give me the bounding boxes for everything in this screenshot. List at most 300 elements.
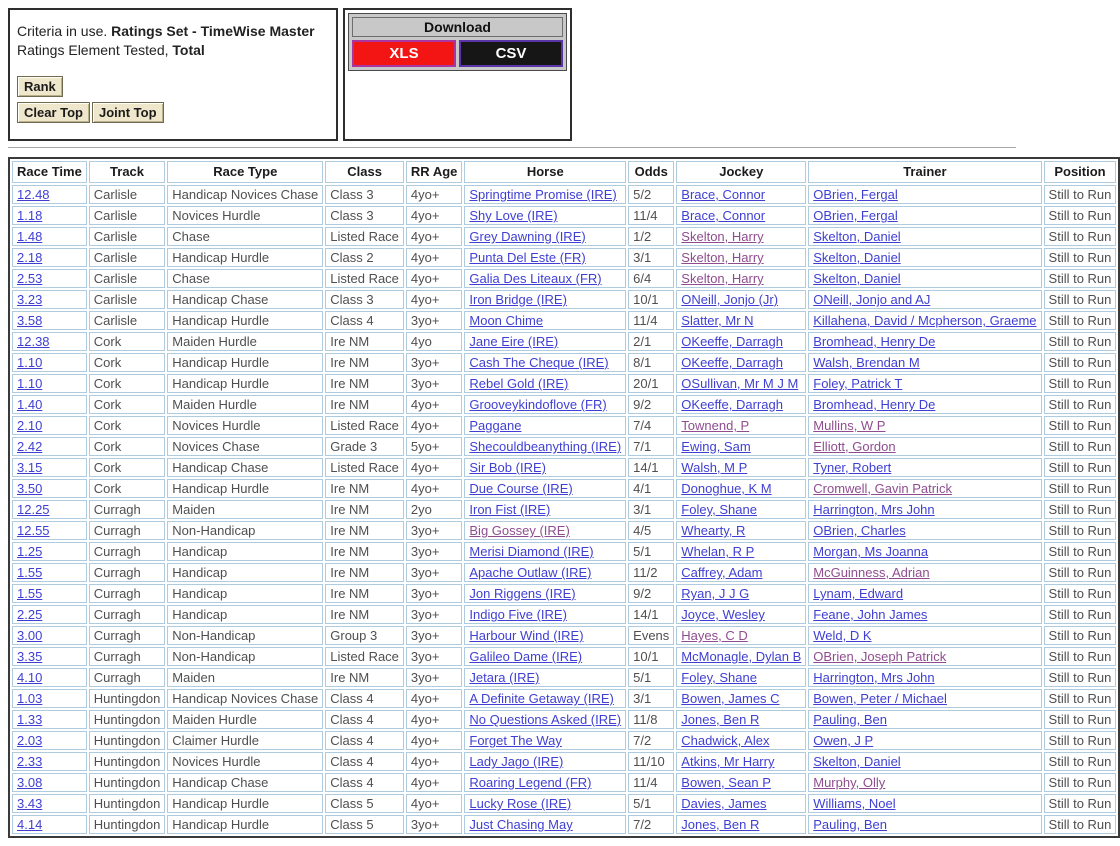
track-cell: Carlisle xyxy=(89,206,166,225)
horse-link[interactable]: Jon Riggens (IRE) xyxy=(469,586,576,601)
horse-link[interactable]: A Definite Getaway (IRE) xyxy=(469,691,614,706)
race-time-link[interactable]: 1.33 xyxy=(17,712,43,727)
download-csv-button[interactable]: CSV xyxy=(459,40,563,67)
trainer-link[interactable]: Feane, John James xyxy=(813,607,928,622)
trainer-link[interactable]: Morgan, Ms Joanna xyxy=(813,544,929,559)
position-cell: Still to Run xyxy=(1044,752,1117,771)
table-row xyxy=(12,353,1116,372)
horse-link[interactable]: Grooveykindoflove (FR) xyxy=(469,397,607,412)
class-cell: Ire NM xyxy=(325,563,404,582)
horse-link[interactable]: Big Gossey (IRE) xyxy=(469,523,570,538)
jockey-link[interactable]: Davies, James xyxy=(681,796,767,811)
trainer-link[interactable]: Killahena, David / Mcpherson, Graeme xyxy=(813,313,1037,328)
position-cell: Still to Run xyxy=(1044,206,1117,225)
trainer-cell xyxy=(808,647,1041,666)
trainer-link[interactable]: Skelton, Daniel xyxy=(813,271,901,286)
track-cell: Huntingdon xyxy=(89,752,166,771)
horse-link[interactable]: Galileo Dame (IRE) xyxy=(469,649,583,664)
rr-age-cell: 2yo xyxy=(406,500,462,519)
race-time-link[interactable]: 3.58 xyxy=(17,313,43,328)
jockey-link[interactable]: Foley, Shane xyxy=(681,502,757,517)
class-cell: Class 4 xyxy=(325,689,404,708)
race-time-cell xyxy=(12,773,87,792)
trainer-cell xyxy=(808,248,1041,267)
class-cell: Listed Race xyxy=(325,416,404,435)
trainer-cell xyxy=(808,290,1041,309)
trainer-link[interactable]: Bromhead, Henry De xyxy=(813,334,936,349)
race-time-link[interactable]: 1.55 xyxy=(17,586,43,601)
race-time-link[interactable]: 3.23 xyxy=(17,292,43,307)
jockey-link[interactable]: OKeeffe, Darragh xyxy=(681,397,783,412)
odds-cell: 5/1 xyxy=(628,542,674,561)
jockey-cell xyxy=(676,647,806,666)
horse-cell xyxy=(464,626,626,645)
race-time-link[interactable]: 1.40 xyxy=(17,397,43,412)
rr-age-cell: 4yo+ xyxy=(406,416,462,435)
trainer-link[interactable]: OBrien, Joseph Patrick xyxy=(813,649,947,664)
race-time-cell xyxy=(12,395,87,414)
race-time-link[interactable]: 4.10 xyxy=(17,670,43,685)
horse-link[interactable]: Grey Dawning (IRE) xyxy=(469,229,586,244)
position-cell: Still to Run xyxy=(1044,458,1117,477)
jockey-cell xyxy=(676,332,806,351)
horse-cell xyxy=(464,710,626,729)
race-time-link[interactable]: 2.18 xyxy=(17,250,43,265)
trainer-cell xyxy=(808,500,1041,519)
race-time-link[interactable]: 12.55 xyxy=(17,523,50,538)
horse-cell xyxy=(464,395,626,414)
trainer-link[interactable]: Bowen, Peter / Michael xyxy=(813,691,947,706)
class-cell: Group 3 xyxy=(325,626,404,645)
column-header-race-time: Race Time xyxy=(12,161,87,183)
horse-cell xyxy=(464,311,626,330)
horse-cell xyxy=(464,269,626,288)
track-cell: Curragh xyxy=(89,626,166,645)
rr-age-cell: 4yo xyxy=(406,332,462,351)
horse-link[interactable]: Lady Jago (IRE) xyxy=(469,754,564,769)
race-time-link[interactable]: 12.48 xyxy=(17,187,50,202)
race-type-cell: Novices Hurdle xyxy=(167,206,323,225)
horse-link[interactable]: Merisi Diamond (IRE) xyxy=(469,544,594,559)
horse-link[interactable]: Galia Des Liteaux (FR) xyxy=(469,271,602,286)
position-cell: Still to Run xyxy=(1044,290,1117,309)
horse-cell xyxy=(464,353,626,372)
jockey-link[interactable]: Hayes, C D xyxy=(681,628,748,643)
trainer-link[interactable]: OBrien, Charles xyxy=(813,523,906,538)
odds-cell: 1/2 xyxy=(628,227,674,246)
trainer-cell xyxy=(808,416,1041,435)
position-cell: Still to Run xyxy=(1044,794,1117,813)
horse-link[interactable]: Cash The Cheque (IRE) xyxy=(469,355,609,370)
jockey-cell xyxy=(676,605,806,624)
jockey-link[interactable]: Skelton, Harry xyxy=(681,250,764,265)
class-cell: Listed Race xyxy=(325,227,404,246)
table-row xyxy=(12,374,1116,393)
odds-cell: 10/1 xyxy=(628,290,674,309)
race-type-cell: Chase xyxy=(167,269,323,288)
trainer-link[interactable]: Foley, Patrick T xyxy=(813,376,903,391)
race-time-link[interactable]: 1.03 xyxy=(17,691,43,706)
position-cell: Still to Run xyxy=(1044,563,1117,582)
odds-cell: 5/1 xyxy=(628,794,674,813)
race-type-cell: Handicap xyxy=(167,605,323,624)
race-time-cell xyxy=(12,794,87,813)
jockey-link[interactable]: Jones, Ben R xyxy=(681,817,760,832)
rr-age-cell: 3yo+ xyxy=(406,374,462,393)
race-type-cell: Handicap Novices Chase xyxy=(167,689,323,708)
odds-cell: 3/1 xyxy=(628,248,674,267)
odds-cell: 4/1 xyxy=(628,479,674,498)
column-header-trainer: Trainer xyxy=(808,161,1041,183)
trainer-link[interactable]: Owen, J P xyxy=(813,733,874,748)
rr-age-cell: 4yo+ xyxy=(406,794,462,813)
separator xyxy=(8,147,1016,148)
rr-age-cell: 3yo+ xyxy=(406,353,462,372)
rr-age-cell: 5yo+ xyxy=(406,437,462,456)
horse-link[interactable]: Sir Bob (IRE) xyxy=(469,460,546,475)
trainer-cell xyxy=(808,584,1041,603)
rr-age-cell: 4yo+ xyxy=(406,458,462,477)
position-cell: Still to Run xyxy=(1044,647,1117,666)
race-time-link[interactable]: 1.25 xyxy=(17,544,43,559)
rr-age-cell: 4yo+ xyxy=(406,773,462,792)
jockey-cell xyxy=(676,731,806,750)
class-cell: Class 4 xyxy=(325,311,404,330)
trainer-link[interactable]: Harrington, Mrs John xyxy=(813,502,935,517)
jockey-cell xyxy=(676,563,806,582)
rank-button[interactable]: Rank xyxy=(17,76,63,97)
race-type-cell: Non-Handicap xyxy=(167,626,323,645)
trainer-link[interactable]: Weld, D K xyxy=(813,628,872,643)
trainer-link[interactable]: Bromhead, Henry De xyxy=(813,397,936,412)
horse-link[interactable]: Shy Love (IRE) xyxy=(469,208,558,223)
race-type-cell: Handicap xyxy=(167,563,323,582)
track-cell: Cork xyxy=(89,416,166,435)
horse-link[interactable]: Shecouldbeanything (IRE) xyxy=(469,439,622,454)
ratings-set-value: Ratings Set - TimeWise Master xyxy=(111,23,315,39)
race-time-cell xyxy=(12,458,87,477)
odds-cell: 11/4 xyxy=(628,311,674,330)
jockey-link[interactable]: Skelton, Harry xyxy=(681,229,764,244)
jockey-link[interactable]: Bowen, James C xyxy=(681,691,780,706)
trainer-link[interactable]: Pauling, Ben xyxy=(813,712,887,727)
horse-cell xyxy=(464,458,626,477)
rr-age-cell: 4yo+ xyxy=(406,227,462,246)
horse-link[interactable]: Indigo Five (IRE) xyxy=(469,607,567,622)
table-row xyxy=(12,458,1116,477)
horse-link[interactable]: Iron Fist (IRE) xyxy=(469,502,551,517)
column-header-jockey: Jockey xyxy=(676,161,806,183)
jockey-link[interactable]: OKeeffe, Darragh xyxy=(681,355,783,370)
trainer-cell xyxy=(808,437,1041,456)
race-time-link[interactable]: 2.03 xyxy=(17,733,43,748)
jockey-cell xyxy=(676,290,806,309)
rr-age-cell: 3yo+ xyxy=(406,647,462,666)
jockey-link[interactable]: OSullivan, Mr M J M xyxy=(681,376,799,391)
jockey-cell xyxy=(676,416,806,435)
joint-top-button[interactable]: Joint Top xyxy=(92,102,164,123)
jockey-link[interactable]: Joyce, Wesley xyxy=(681,607,765,622)
trainer-cell xyxy=(808,374,1041,393)
horse-link[interactable]: Forget The Way xyxy=(469,733,562,748)
position-cell: Still to Run xyxy=(1044,815,1117,834)
position-cell: Still to Run xyxy=(1044,227,1117,246)
criteria-box xyxy=(8,8,338,141)
jockey-link[interactable]: Ryan, J J G xyxy=(681,586,750,601)
horse-link[interactable]: Iron Bridge (IRE) xyxy=(469,292,567,307)
table-row xyxy=(12,311,1116,330)
horse-link[interactable]: Punta Del Este (FR) xyxy=(469,250,586,265)
jockey-link[interactable]: Brace, Connor xyxy=(681,208,766,223)
odds-cell: 4/5 xyxy=(628,521,674,540)
horse-cell xyxy=(464,479,626,498)
jockey-link[interactable]: Whearty, R xyxy=(681,523,746,538)
odds-cell: 2/1 xyxy=(628,332,674,351)
jockey-link[interactable]: Caffrey, Adam xyxy=(681,565,763,580)
race-time-link[interactable]: 2.42 xyxy=(17,439,43,454)
track-cell: Huntingdon xyxy=(89,710,166,729)
table-row xyxy=(12,752,1116,771)
race-time-cell xyxy=(12,647,87,666)
track-cell: Curragh xyxy=(89,668,166,687)
jockey-link[interactable]: Jones, Ben R xyxy=(681,712,760,727)
odds-cell: 7/1 xyxy=(628,437,674,456)
trainer-link[interactable]: Lynam, Edward xyxy=(813,586,904,601)
jockey-cell xyxy=(676,479,806,498)
position-cell: Still to Run xyxy=(1044,416,1117,435)
table-row xyxy=(12,773,1116,792)
class-cell: Class 3 xyxy=(325,185,404,204)
race-type-cell: Maiden Hurdle xyxy=(167,710,323,729)
trainer-cell xyxy=(808,206,1041,225)
rr-age-cell: 3yo+ xyxy=(406,605,462,624)
track-cell: Cork xyxy=(89,332,166,351)
download-xls-button[interactable]: XLS xyxy=(352,40,456,67)
race-type-cell: Maiden xyxy=(167,500,323,519)
table-row xyxy=(12,563,1116,582)
horse-link[interactable]: Just Chasing May xyxy=(469,817,573,832)
race-time-cell xyxy=(12,416,87,435)
table-row xyxy=(12,248,1116,267)
odds-cell: 3/1 xyxy=(628,689,674,708)
trainer-link[interactable]: ONeill, Jonjo and AJ xyxy=(813,292,931,307)
trainer-link[interactable]: OBrien, Fergal xyxy=(813,187,898,202)
horse-link[interactable]: Roaring Legend (FR) xyxy=(469,775,592,790)
horse-link[interactable]: Rebel Gold (IRE) xyxy=(469,376,569,391)
rr-age-cell: 4yo+ xyxy=(406,689,462,708)
position-cell: Still to Run xyxy=(1044,248,1117,267)
jockey-link[interactable]: Walsh, M P xyxy=(681,460,748,475)
table-row xyxy=(12,626,1116,645)
horse-link[interactable]: Paggane xyxy=(469,418,522,433)
trainer-link[interactable]: Tyner, Robert xyxy=(813,460,892,475)
jockey-link[interactable]: Skelton, Harry xyxy=(681,271,764,286)
race-type-cell: Handicap Hurdle xyxy=(167,815,323,834)
trainer-cell xyxy=(808,815,1041,834)
jockey-link[interactable]: Brace, Connor xyxy=(681,187,766,202)
position-cell: Still to Run xyxy=(1044,584,1117,603)
odds-cell: 8/1 xyxy=(628,353,674,372)
race-time-link[interactable]: 2.33 xyxy=(17,754,43,769)
download-title: Download xyxy=(352,17,563,37)
trainer-link[interactable]: Walsh, Brendan M xyxy=(813,355,920,370)
track-cell: Curragh xyxy=(89,584,166,603)
trainer-link[interactable]: Williams, Noel xyxy=(813,796,896,811)
odds-cell: 7/4 xyxy=(628,416,674,435)
jockey-link[interactable]: Slatter, Mr N xyxy=(681,313,754,328)
trainer-link[interactable]: McGuinness, Adrian xyxy=(813,565,930,580)
jockey-link[interactable]: ONeill, Jonjo (Jr) xyxy=(681,292,779,307)
trainer-cell xyxy=(808,689,1041,708)
race-time-cell xyxy=(12,290,87,309)
column-header-rr-age: RR Age xyxy=(406,161,462,183)
track-cell: Huntingdon xyxy=(89,773,166,792)
jockey-cell xyxy=(676,374,806,393)
trainer-link[interactable]: Skelton, Daniel xyxy=(813,250,901,265)
rr-age-cell: 4yo+ xyxy=(406,206,462,225)
rr-age-cell: 3yo+ xyxy=(406,626,462,645)
class-cell: Ire NM xyxy=(325,395,404,414)
track-cell: Carlisle xyxy=(89,290,166,309)
trainer-cell xyxy=(808,542,1041,561)
jockey-link[interactable]: Bowen, Sean P xyxy=(681,775,771,790)
class-cell: Listed Race xyxy=(325,647,404,666)
position-cell: Still to Run xyxy=(1044,710,1117,729)
rr-age-cell: 3yo+ xyxy=(406,542,462,561)
trainer-cell xyxy=(808,395,1041,414)
race-time-link[interactable]: 2.25 xyxy=(17,607,43,622)
jockey-link[interactable]: Foley, Shane xyxy=(681,670,757,685)
trainer-cell xyxy=(808,626,1041,645)
track-cell: Cork xyxy=(89,458,166,477)
horse-cell xyxy=(464,521,626,540)
horse-link[interactable]: Apache Outlaw (IRE) xyxy=(469,565,592,580)
trainer-link[interactable]: Harrington, Mrs John xyxy=(813,670,935,685)
horse-cell xyxy=(464,248,626,267)
trainer-link[interactable]: Cromwell, Gavin Patrick xyxy=(813,481,952,496)
track-cell: Carlisle xyxy=(89,269,166,288)
race-time-link[interactable]: 3.00 xyxy=(17,628,43,643)
horse-link[interactable]: Jane Eire (IRE) xyxy=(469,334,559,349)
jockey-cell xyxy=(676,353,806,372)
race-time-link[interactable]: 1.18 xyxy=(17,208,43,223)
horse-link[interactable]: Harbour Wind (IRE) xyxy=(469,628,584,643)
trainer-link[interactable]: Skelton, Daniel xyxy=(813,229,901,244)
race-time-link[interactable]: 1.10 xyxy=(17,376,43,391)
rr-age-cell: 4yo+ xyxy=(406,269,462,288)
horse-link[interactable]: Due Course (IRE) xyxy=(469,481,573,496)
trainer-link[interactable]: Pauling, Ben xyxy=(813,817,887,832)
race-time-link[interactable]: 1.48 xyxy=(17,229,43,244)
trainer-link[interactable]: Murphy, Olly xyxy=(813,775,886,790)
race-time-link[interactable]: 3.43 xyxy=(17,796,43,811)
jockey-link[interactable]: Ewing, Sam xyxy=(681,439,751,454)
horse-link[interactable]: Moon Chime xyxy=(469,313,544,328)
race-time-link[interactable]: 12.38 xyxy=(17,334,50,349)
race-type-cell: Handicap Hurdle xyxy=(167,794,323,813)
race-time-link[interactable]: 4.14 xyxy=(17,817,43,832)
race-time-link[interactable]: 1.55 xyxy=(17,565,43,580)
class-cell: Class 2 xyxy=(325,248,404,267)
race-time-link[interactable]: 2.53 xyxy=(17,271,43,286)
jockey-link[interactable]: Chadwick, Alex xyxy=(681,733,770,748)
class-cell: Ire NM xyxy=(325,542,404,561)
horse-cell xyxy=(464,668,626,687)
clear-top-button[interactable]: Clear Top xyxy=(17,102,90,123)
column-header-position: Position xyxy=(1044,161,1117,183)
race-time-cell xyxy=(12,542,87,561)
race-time-link[interactable]: 3.35 xyxy=(17,649,43,664)
jockey-link[interactable]: Donoghue, K M xyxy=(681,481,772,496)
position-cell: Still to Run xyxy=(1044,353,1117,372)
race-type-cell: Handicap Chase xyxy=(167,290,323,309)
position-cell: Still to Run xyxy=(1044,332,1117,351)
rr-age-cell: 4yo+ xyxy=(406,479,462,498)
trainer-cell xyxy=(808,731,1041,750)
race-time-link[interactable]: 12.25 xyxy=(17,502,50,517)
rr-age-cell: 4yo+ xyxy=(406,731,462,750)
table-row xyxy=(12,227,1116,246)
race-type-cell: Handicap xyxy=(167,584,323,603)
jockey-link[interactable]: Townend, P xyxy=(681,418,750,433)
position-cell: Still to Run xyxy=(1044,605,1117,624)
trainer-cell xyxy=(808,479,1041,498)
trainer-link[interactable]: OBrien, Fergal xyxy=(813,208,898,223)
horse-link[interactable]: Springtime Promise (IRE) xyxy=(469,187,617,202)
race-time-link[interactable]: 2.10 xyxy=(17,418,43,433)
class-cell: Ire NM xyxy=(325,521,404,540)
jockey-link[interactable]: OKeeffe, Darragh xyxy=(681,334,783,349)
table-row xyxy=(12,521,1116,540)
class-cell: Class 4 xyxy=(325,752,404,771)
rr-age-cell: 4yo+ xyxy=(406,185,462,204)
trainer-link[interactable]: Mullins, W P xyxy=(813,418,886,433)
race-type-cell: Handicap xyxy=(167,542,323,561)
trainer-cell xyxy=(808,332,1041,351)
jockey-cell xyxy=(676,815,806,834)
odds-cell: Evens xyxy=(628,626,674,645)
column-header-horse: Horse xyxy=(464,161,626,183)
horse-link[interactable]: Lucky Rose (IRE) xyxy=(469,796,572,811)
jockey-link[interactable]: Whelan, R P xyxy=(681,544,755,559)
rr-age-cell: 3yo+ xyxy=(406,668,462,687)
class-cell: Class 5 xyxy=(325,794,404,813)
race-time-link[interactable]: 3.08 xyxy=(17,775,43,790)
race-time-link[interactable]: 1.10 xyxy=(17,355,43,370)
jockey-link[interactable]: McMonagle, Dylan B xyxy=(681,649,802,664)
odds-cell: 7/2 xyxy=(628,815,674,834)
track-cell: Curragh xyxy=(89,521,166,540)
table-row xyxy=(12,416,1116,435)
race-time-link[interactable]: 3.50 xyxy=(17,481,43,496)
rr-age-cell: 4yo+ xyxy=(406,290,462,309)
track-cell: Cork xyxy=(89,479,166,498)
horse-link[interactable]: No Questions Asked (IRE) xyxy=(469,712,622,727)
track-cell: Carlisle xyxy=(89,227,166,246)
horse-cell xyxy=(464,416,626,435)
odds-cell: 5/2 xyxy=(628,185,674,204)
trainer-link[interactable]: Skelton, Daniel xyxy=(813,754,901,769)
race-time-link[interactable]: 3.15 xyxy=(17,460,43,475)
track-cell: Huntingdon xyxy=(89,815,166,834)
odds-cell: 11/4 xyxy=(628,206,674,225)
class-cell: Class 3 xyxy=(325,290,404,309)
jockey-cell xyxy=(676,584,806,603)
horse-link[interactable]: Jetara (IRE) xyxy=(469,670,540,685)
odds-cell: 11/10 xyxy=(628,752,674,771)
jockey-link[interactable]: Atkins, Mr Harry xyxy=(681,754,775,769)
trainer-link[interactable]: Elliott, Gordon xyxy=(813,439,896,454)
